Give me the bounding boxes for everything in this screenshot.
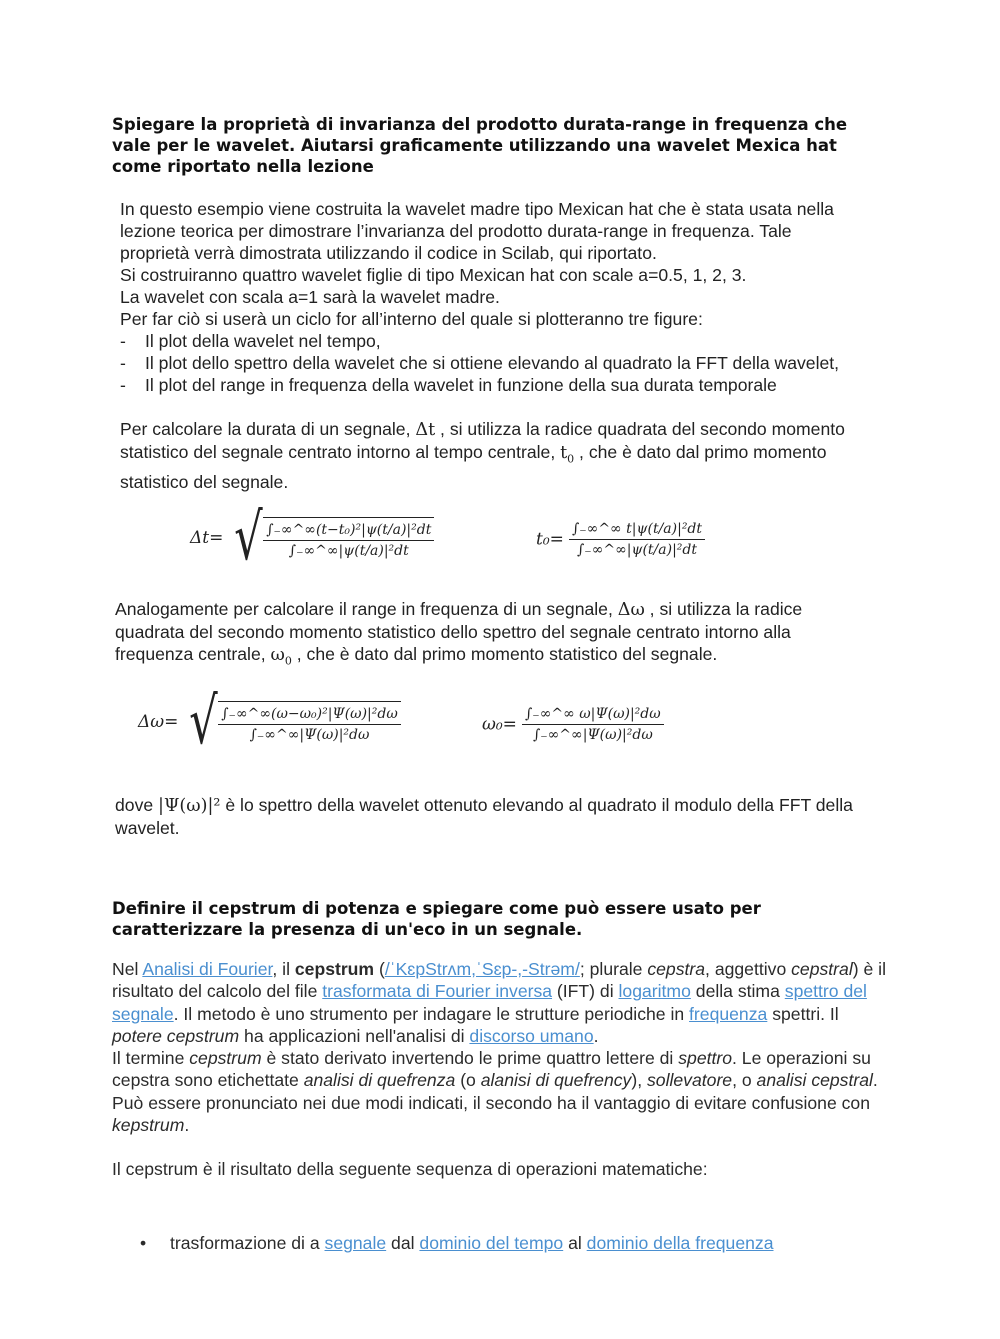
scan-line: statistico del segnale centrato intorno al tempo centrale, $t_0$ , che è dato dal primo momento	[120, 442, 827, 466]
scan-line: proprietà verrà dimostrata utilizzando il codice in Scilab, qui riportato.	[120, 243, 657, 263]
delta-omega-symbol: Δω	[617, 600, 645, 620]
formula-lhs: t₀=	[536, 529, 564, 550]
scan-line: Si costruiranno quattro wavelet figlie di tipo Mexican hat con scale a=0.5, 1, 2, 3.	[120, 265, 747, 285]
link-pronunciation[interactable]: /ˈKɛpStrʌm,ˈSɛp-,-Strəm/	[384, 959, 580, 979]
denominator: ∫₋∞^∞|Ψ(ω)|²dω	[249, 726, 370, 743]
fraction	[522, 705, 664, 744]
square-root	[183, 685, 400, 759]
scan-line: lezione teorica per dimostrare l’invarianza del prodotto durata-range in frequenza. Tale	[120, 221, 792, 241]
delta-t-symbol: Δt	[415, 420, 436, 440]
dash-marker: -	[120, 331, 126, 351]
link-trasformata-fourier-inversa[interactable]: trasformata di Fourier inversa	[322, 981, 553, 1002]
radical-sign-icon: √	[189, 685, 219, 759]
scan-line: statistico del segnale.	[120, 471, 289, 492]
scanned-explanation-1	[120, 198, 845, 493]
numerator: ∫₋∞^∞(t−t₀)²|ψ(t/a)|²dt	[263, 521, 434, 541]
numerator: ∫₋∞^∞(ω−ω₀)²|Ψ(ω)|²dω	[218, 705, 401, 725]
paragraph: Nel Analisi di Fourier, il cepstrum (/ˈKɛpStrʌm,ˈSɛp-,-Strəm/; plurale cepstra, aggettivo cepstral) è il risultato del calcolo del file trasformata di Fourier inversa (IFT) di logaritmo della stima spettro del segnale. Il metodo è uno strumento per indagare le strutture periodiche in frequenza spettri. Il potere cepstrum ha applicazioni nell'analisi di discorso umano.	[112, 959, 886, 1046]
link-discorso-umano[interactable]: discorso umano	[469, 1025, 594, 1046]
formula-delta-omega	[138, 685, 401, 759]
list-item: - Il plot della wavelet nel tempo,	[120, 331, 381, 351]
scan-line: Per calcolare la durata di un segnale, Δt , si utilizza la radice quadrata del secondo momento	[120, 419, 845, 440]
answer-body	[112, 958, 892, 1181]
list-item: - Il plot dello spettro della wavelet che si ottiene elevando al quadrato la FFT della wavelet,	[120, 353, 840, 373]
formula-delta-t	[190, 501, 434, 575]
formula-lhs: Δω=	[138, 712, 179, 732]
list-item: • trasformazione di a segnale dal dominio del tempo al dominio della frequenza	[112, 1232, 774, 1254]
formula-t0	[536, 520, 705, 559]
link-spettro-del-segnale[interactable]: spettro del segnale	[112, 981, 867, 1024]
dash-marker: -	[120, 353, 126, 373]
square-root	[228, 501, 434, 575]
question-2-heading: Definire il cepstrum di potenza e spiegare come può essere usato per caratterizzare la presenza di un'eco in un segnale.	[112, 899, 761, 939]
link-dominio-della-frequenza[interactable]: dominio della frequenza	[586, 1233, 774, 1253]
formula-lhs: ω₀=	[482, 714, 517, 735]
bullet-icon: •	[140, 1233, 147, 1253]
denominator: ∫₋∞^∞|ψ(t/a)|²dt	[288, 542, 409, 559]
list-item: - Il plot del range in frequenza della wavelet in funzione della sua durata temporale	[120, 375, 777, 395]
scan-line: frequenza centrale, $\omega_0$ , che è dato dal primo momento statistico del segnale.	[115, 644, 718, 668]
paragraph: Il termine cepstrum è stato derivato invertendo le prime quattro lettere di spettro. Le operazioni su cepstra sono etichettate analisi di quefrenza (o alanisi di quefrency), sollevatore, o analisi cepstral. Può essere pronunciato nei due modi indicati, il secondo ha il vantaggio di evitare confusione con kepstrum.	[112, 1048, 878, 1136]
paragraph: Il cepstrum è il risultato della seguente sequenza di operazioni matematiche:	[112, 1159, 708, 1180]
scan-line: Per far ciò si userà un ciclo for all’interno del quale si plotteranno tre figure:	[120, 309, 703, 329]
t0-symbol: $t_0$	[560, 443, 575, 466]
dash-marker: -	[120, 375, 126, 395]
omega0-symbol: $\omega_0$	[270, 645, 292, 668]
radical-sign-icon: √	[234, 501, 264, 575]
spectrum-symbol: |Ψ(ω)|²	[158, 796, 221, 816]
scan-line: Analogamente per calcolare il range in frequenza di un segnale, Δω , si utilizza la radice	[115, 599, 803, 620]
scan-line: In questo esempio viene costruita la wavelet madre tipo Mexican hat che è stata usata nella	[120, 199, 834, 219]
link-analisi-di-fourier[interactable]: Analisi di Fourier	[142, 959, 273, 979]
link-segnale[interactable]: segnale	[324, 1233, 387, 1253]
numerator: ∫₋∞^∞ ω|Ψ(ω)|²dω	[522, 705, 664, 725]
scan-line: wavelet.	[115, 818, 180, 838]
numerator: ∫₋∞^∞ t|ψ(t/a)|²dt	[569, 520, 705, 540]
bullet-list	[112, 1232, 774, 1254]
fraction	[218, 701, 401, 744]
fraction	[263, 517, 434, 560]
scan-line: quadrata del secondo momento statistico dello spettro del segnale centrato intorno alla	[115, 622, 791, 642]
formula-omega0	[482, 705, 664, 744]
denominator: ∫₋∞^∞|ψ(t/a)|²dt	[577, 542, 697, 558]
link-logaritmo[interactable]: logaritmo	[618, 981, 691, 1002]
formula-lhs: Δt=	[190, 528, 224, 548]
scanned-explanation-3	[115, 794, 853, 839]
scan-line: dove |Ψ(ω)|² è lo spettro della wavelet ottenuto elevando al quadrato il modulo della FFT della	[115, 795, 853, 816]
link-frequenza[interactable]: frequenza	[689, 1003, 768, 1024]
denominator: ∫₋∞^∞|Ψ(ω)|²dω	[532, 727, 653, 743]
question-1-heading: Spiegare la proprietà di invarianza del prodotto durata-range in frequenza che vale per le wavelet. Aiutarsi graficamente utilizzando una wavelet Mexica hat come riportato nella lezione	[112, 115, 848, 176]
link-dominio-del-tempo[interactable]: dominio del tempo	[419, 1233, 564, 1253]
scanned-explanation-2	[115, 598, 802, 673]
scan-line: La wavelet con scala a=1 sarà la wavelet madre.	[120, 287, 500, 307]
fraction	[569, 520, 705, 559]
